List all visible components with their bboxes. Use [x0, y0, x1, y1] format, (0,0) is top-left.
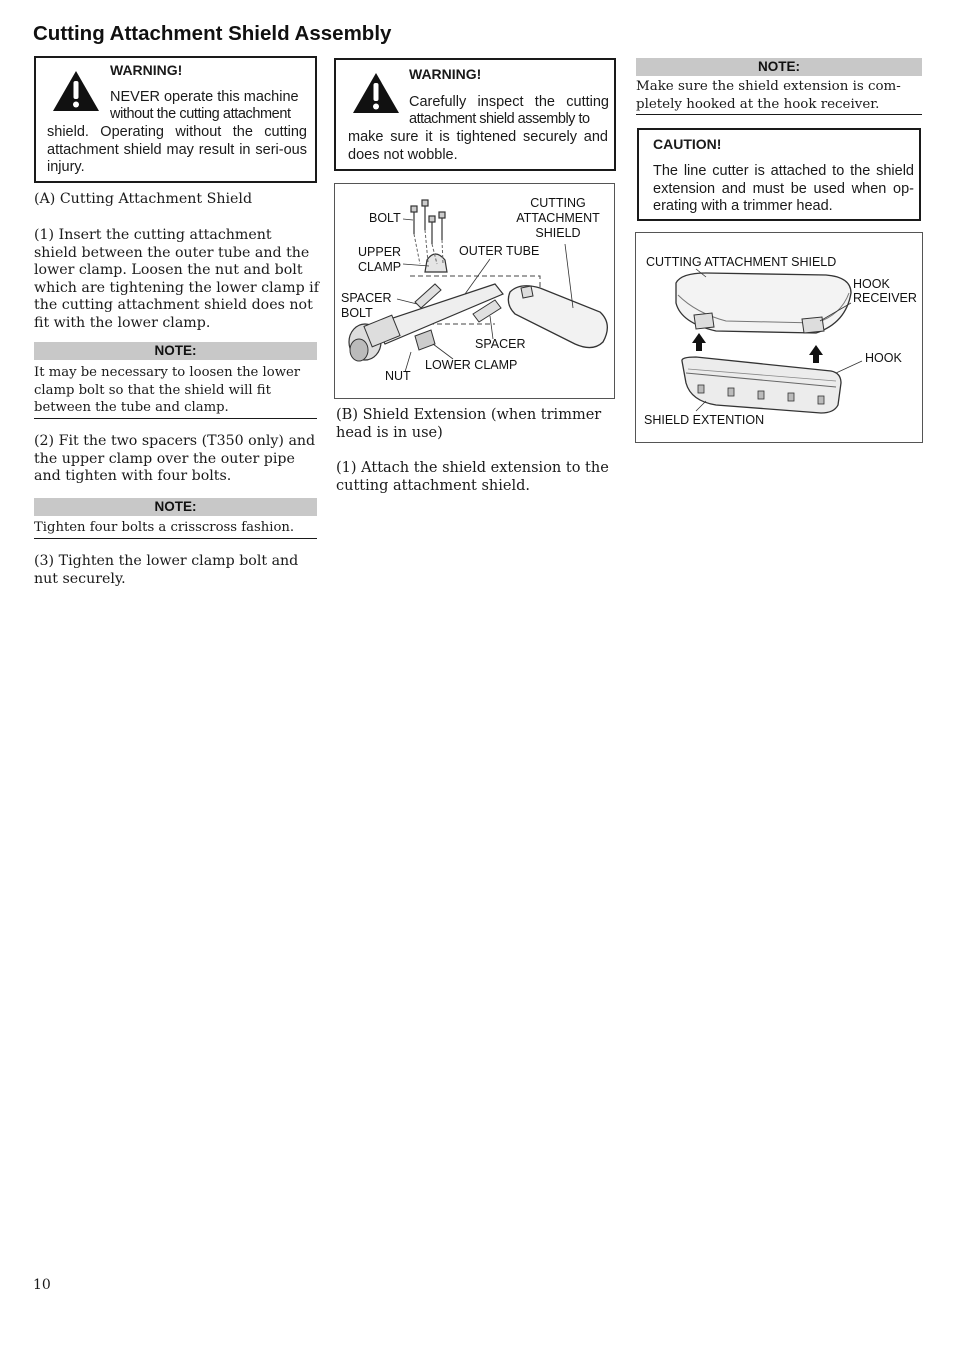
label-text: SPACER BOLT [341, 291, 392, 320]
label-text: UPPER CLAMP [358, 245, 402, 274]
label-cutting-attachment-shield [513, 196, 603, 241]
note-2-text: Tighten four bolts a crisscross fashion. [34, 519, 317, 539]
figure-shield-extension [635, 232, 923, 443]
warning-line1: NEVER operate this machine [110, 89, 299, 105]
note-3-text: Make sure the shield extension is com-pletely hooked at the hook receiver. [636, 78, 922, 115]
label-spacer: SPACER [475, 337, 526, 351]
warning-line2: without the cutting attachment [110, 106, 291, 122]
page-number: 10 [33, 1277, 51, 1293]
section-b-heading: (B) Shield Extension (when trimmer head is in use) [336, 407, 602, 441]
warning-heading: WARNING! [110, 62, 183, 78]
label-hook: HOOK [865, 351, 902, 365]
label-nut: NUT [385, 369, 411, 383]
label-text: CUTTING ATTACHMENT SHIELD [516, 196, 600, 240]
label-text: HOOK RECEIVER [853, 277, 917, 305]
caution-heading: CAUTION! [653, 136, 722, 152]
page-title: Cutting Attachment Shield Assembly [33, 22, 392, 45]
step-1-text: (1) Insert the cutting attachment shield between the outer tube and the lower clamp. Loosen the nut and bolt which are tightening the lower clamp if the cutting attachment shield does not fit with the lower clamp. [34, 227, 319, 331]
warning-body: make sure it is tightened securely and does not wobble. [348, 129, 608, 163]
warning-body: shield. Operating without the cutting attachment shield may result in seri-ous injury. [47, 124, 307, 175]
label-spacer-bolt [341, 291, 391, 321]
caution-box [637, 128, 921, 221]
warning-heading: WARNING! [409, 66, 482, 82]
label-shield-extention: SHIELD EXTENTION [644, 413, 765, 427]
label-outer-tube: OUTER TUBE [459, 244, 540, 258]
label-cutting-attachment-shield: CUTTING ATTACHMENT SHIELD [646, 255, 837, 269]
warning-line1: Carefully inspect the cutting [409, 94, 609, 110]
step-b1-text: (1) Attach the shield extension to the cutting attachment shield. [336, 460, 609, 494]
caution-body: The line cutter is attached to the shield extension and must be used when op-erating with a trimmer head. [653, 163, 914, 214]
note-1-heading: NOTE: [34, 342, 317, 360]
label-hook-receiver [853, 277, 917, 305]
warning-line2: attachment shield assembly to [409, 111, 590, 127]
label-bolt: BOLT [369, 211, 401, 225]
label-upper-clamp [358, 245, 401, 275]
warning-box-middle [334, 58, 616, 171]
label-lower-clamp: LOWER CLAMP [425, 358, 518, 372]
note-1-text: It may be necessary to loosen the lower clamp bolt so that the shield will fit between the tube and clamp. [34, 364, 317, 419]
warning-triangle-icon [352, 72, 400, 114]
note-2-heading: NOTE: [34, 498, 317, 516]
step-3-text: (3) Tighten the lower clamp bolt and nut securely. [34, 553, 299, 587]
figure-shield-assembly [334, 183, 615, 399]
note-3-heading: NOTE: [636, 58, 922, 76]
warning-box-left [34, 56, 317, 183]
section-a-heading: (A) Cutting Attachment Shield [34, 191, 253, 207]
step-2-text: (2) Fit the two spacers (T350 only) and the upper clamp over the outer pipe and tighten with four bolts. [34, 433, 316, 484]
warning-triangle-icon [52, 70, 100, 112]
